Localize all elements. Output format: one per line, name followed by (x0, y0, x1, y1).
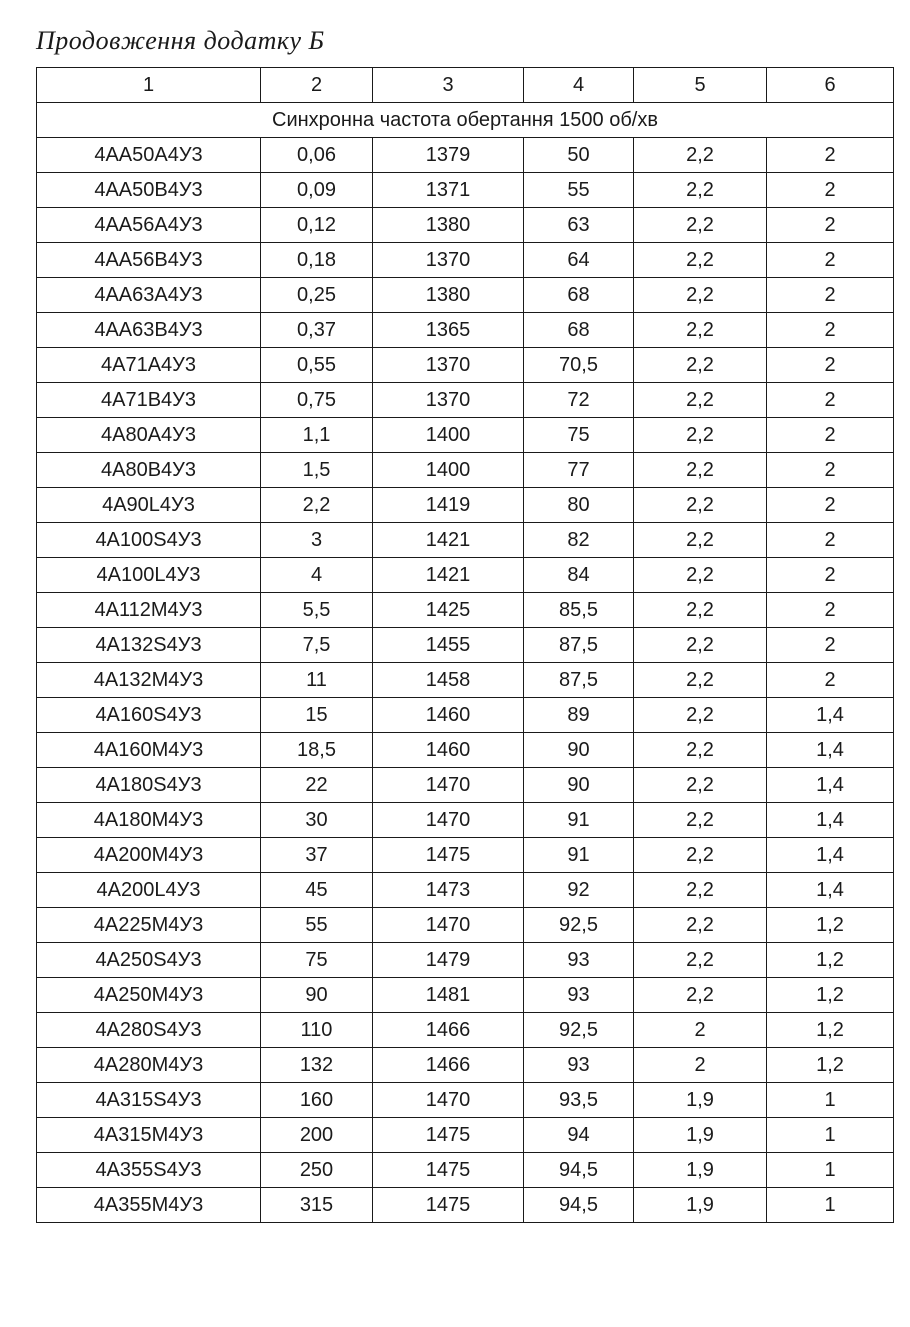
speed-cell: 1475 (373, 1188, 524, 1223)
col4-cell: 68 (524, 278, 634, 313)
col4-cell: 93 (524, 943, 634, 978)
table-row (37, 278, 894, 313)
power-cell: 0,55 (261, 348, 373, 383)
col6-cell: 2 (767, 628, 894, 663)
motor-type-cell: 4А100L4У3 (37, 558, 261, 593)
speed-cell: 1400 (373, 453, 524, 488)
motor-type-cell: 4А71А4У3 (37, 348, 261, 383)
col5-cell: 2,2 (634, 488, 767, 523)
col5-cell: 2 (634, 1048, 767, 1083)
col6-cell: 2 (767, 488, 894, 523)
table-row (37, 1188, 894, 1223)
col4-cell: 90 (524, 768, 634, 803)
section-row (37, 103, 894, 138)
col6-cell: 2 (767, 663, 894, 698)
motor-type-cell: 4А315М4У3 (37, 1118, 261, 1153)
motor-type-cell: 4А132S4У3 (37, 628, 261, 663)
power-cell: 0,18 (261, 243, 373, 278)
motor-type-cell: 4А71В4У3 (37, 383, 261, 418)
speed-cell: 1371 (373, 173, 524, 208)
power-cell: 90 (261, 978, 373, 1013)
col6-cell: 2 (767, 208, 894, 243)
speed-cell: 1460 (373, 698, 524, 733)
col5-cell: 2,2 (634, 628, 767, 663)
power-cell: 4 (261, 558, 373, 593)
power-cell: 45 (261, 873, 373, 908)
col6-cell: 1,4 (767, 803, 894, 838)
power-cell: 315 (261, 1188, 373, 1223)
speed-cell: 1380 (373, 278, 524, 313)
motor-type-cell: 4АА56А4У3 (37, 208, 261, 243)
speed-cell: 1421 (373, 523, 524, 558)
power-cell: 0,37 (261, 313, 373, 348)
table-row (37, 803, 894, 838)
table-row (37, 418, 894, 453)
table-row (37, 558, 894, 593)
page-caption: Продовження додатку Б (36, 26, 325, 55)
col5-cell: 2 (634, 1013, 767, 1048)
col4-cell: 94,5 (524, 1153, 634, 1188)
col5-cell: 2,2 (634, 278, 767, 313)
col4-cell: 87,5 (524, 663, 634, 698)
col5-cell: 2,2 (634, 243, 767, 278)
speed-cell: 1479 (373, 943, 524, 978)
table-row (37, 138, 894, 173)
motor-type-cell: 4А180М4У3 (37, 803, 261, 838)
table-row (37, 488, 894, 523)
power-cell: 75 (261, 943, 373, 978)
col5-cell: 1,9 (634, 1083, 767, 1118)
power-cell: 200 (261, 1118, 373, 1153)
col5-cell: 2,2 (634, 348, 767, 383)
speed-cell: 1421 (373, 558, 524, 593)
col4-cell: 55 (524, 173, 634, 208)
motor-type-cell: 4А200L4У3 (37, 873, 261, 908)
motor-type-cell: 4А355М4У3 (37, 1188, 261, 1223)
col5-cell: 2,2 (634, 418, 767, 453)
power-cell: 0,25 (261, 278, 373, 313)
col5-cell: 2,2 (634, 838, 767, 873)
table-row (37, 593, 894, 628)
motor-type-cell: 4А90L4У3 (37, 488, 261, 523)
table-row (37, 208, 894, 243)
power-cell: 110 (261, 1013, 373, 1048)
speed-cell: 1475 (373, 838, 524, 873)
col6-cell: 2 (767, 138, 894, 173)
table-row (37, 1013, 894, 1048)
col5-cell: 2,2 (634, 698, 767, 733)
col4-cell: 87,5 (524, 628, 634, 663)
speed-cell: 1470 (373, 768, 524, 803)
col4-cell: 77 (524, 453, 634, 488)
speed-cell: 1455 (373, 628, 524, 663)
power-cell: 15 (261, 698, 373, 733)
col4-cell: 70,5 (524, 348, 634, 383)
column-header-1: 1 (37, 68, 261, 103)
motor-type-cell: 4АА50А4У3 (37, 138, 261, 173)
col4-cell: 92,5 (524, 1013, 634, 1048)
power-cell: 0,06 (261, 138, 373, 173)
table-row (37, 523, 894, 558)
motor-type-cell: 4А280S4У3 (37, 1013, 261, 1048)
col6-cell: 1,2 (767, 908, 894, 943)
col6-cell: 1,2 (767, 1048, 894, 1083)
column-header-5: 5 (634, 68, 767, 103)
motor-type-cell: 4А112М4У3 (37, 593, 261, 628)
column-header-2: 2 (261, 68, 373, 103)
col5-cell: 2,2 (634, 908, 767, 943)
col6-cell: 1 (767, 1083, 894, 1118)
col4-cell: 84 (524, 558, 634, 593)
col6-cell: 2 (767, 558, 894, 593)
col6-cell: 1,4 (767, 873, 894, 908)
column-header-6: 6 (767, 68, 894, 103)
power-cell: 5,5 (261, 593, 373, 628)
power-cell: 37 (261, 838, 373, 873)
speed-cell: 1370 (373, 243, 524, 278)
col6-cell: 2 (767, 243, 894, 278)
power-cell: 1,1 (261, 418, 373, 453)
speed-cell: 1470 (373, 1083, 524, 1118)
col4-cell: 64 (524, 243, 634, 278)
motor-type-cell: 4АА50В4У3 (37, 173, 261, 208)
col5-cell: 2,2 (634, 803, 767, 838)
power-cell: 7,5 (261, 628, 373, 663)
speed-cell: 1458 (373, 663, 524, 698)
col4-cell: 92,5 (524, 908, 634, 943)
col5-cell: 1,9 (634, 1188, 767, 1223)
speed-cell: 1400 (373, 418, 524, 453)
motor-type-cell: 4А160S4У3 (37, 698, 261, 733)
col6-cell: 1,4 (767, 733, 894, 768)
power-cell: 55 (261, 908, 373, 943)
motor-type-cell: 4А280М4У3 (37, 1048, 261, 1083)
col5-cell: 2,2 (634, 978, 767, 1013)
col6-cell: 2 (767, 383, 894, 418)
speed-cell: 1470 (373, 803, 524, 838)
col5-cell: 1,9 (634, 1153, 767, 1188)
power-cell: 250 (261, 1153, 373, 1188)
speed-cell: 1365 (373, 313, 524, 348)
col6-cell: 1,4 (767, 768, 894, 803)
table-row (37, 173, 894, 208)
speed-cell: 1470 (373, 908, 524, 943)
table-row (37, 1083, 894, 1118)
speed-cell: 1460 (373, 733, 524, 768)
power-cell: 2,2 (261, 488, 373, 523)
col4-cell: 93 (524, 1048, 634, 1083)
col5-cell: 2,2 (634, 663, 767, 698)
col4-cell: 82 (524, 523, 634, 558)
speed-cell: 1425 (373, 593, 524, 628)
col5-cell: 2,2 (634, 313, 767, 348)
speed-cell: 1466 (373, 1013, 524, 1048)
motor-type-cell: 4А355S4У3 (37, 1153, 261, 1188)
col6-cell: 2 (767, 278, 894, 313)
table-row (37, 1118, 894, 1153)
col4-cell: 91 (524, 838, 634, 873)
col6-cell: 2 (767, 593, 894, 628)
col5-cell: 2,2 (634, 453, 767, 488)
column-header-3: 3 (373, 68, 524, 103)
col5-cell: 2,2 (634, 558, 767, 593)
col6-cell: 2 (767, 173, 894, 208)
col4-cell: 50 (524, 138, 634, 173)
col6-cell: 1 (767, 1153, 894, 1188)
table-row (37, 733, 894, 768)
speed-cell: 1475 (373, 1153, 524, 1188)
table-row (37, 943, 894, 978)
table-row (37, 908, 894, 943)
col5-cell: 2,2 (634, 208, 767, 243)
speed-cell: 1370 (373, 348, 524, 383)
motor-type-cell: 4А80В4У3 (37, 453, 261, 488)
power-cell: 22 (261, 768, 373, 803)
col6-cell: 1,2 (767, 1013, 894, 1048)
speed-cell: 1380 (373, 208, 524, 243)
col6-cell: 2 (767, 348, 894, 383)
col4-cell: 75 (524, 418, 634, 453)
col4-cell: 93 (524, 978, 634, 1013)
col6-cell: 1,4 (767, 698, 894, 733)
col5-cell: 2,2 (634, 733, 767, 768)
motor-type-cell: 4А80А4У3 (37, 418, 261, 453)
col4-cell: 68 (524, 313, 634, 348)
col4-cell: 80 (524, 488, 634, 523)
table-row (37, 768, 894, 803)
col4-cell: 63 (524, 208, 634, 243)
col5-cell: 2,2 (634, 873, 767, 908)
power-cell: 0,09 (261, 173, 373, 208)
col5-cell: 2,2 (634, 943, 767, 978)
col4-cell: 90 (524, 733, 634, 768)
table-row (37, 383, 894, 418)
motor-type-cell: 4А200М4У3 (37, 838, 261, 873)
col4-cell: 94 (524, 1118, 634, 1153)
col6-cell: 2 (767, 418, 894, 453)
column-header-4: 4 (524, 68, 634, 103)
col6-cell: 1 (767, 1118, 894, 1153)
table-row (37, 243, 894, 278)
motor-type-cell: 4АА63А4У3 (37, 278, 261, 313)
col4-cell: 92 (524, 873, 634, 908)
power-cell: 132 (261, 1048, 373, 1083)
col6-cell: 1,2 (767, 943, 894, 978)
speed-cell: 1379 (373, 138, 524, 173)
col4-cell: 93,5 (524, 1083, 634, 1118)
col6-cell: 1 (767, 1188, 894, 1223)
col6-cell: 2 (767, 313, 894, 348)
motor-type-cell: 4А250S4У3 (37, 943, 261, 978)
speed-cell: 1419 (373, 488, 524, 523)
power-cell: 11 (261, 663, 373, 698)
col6-cell: 2 (767, 453, 894, 488)
power-cell: 18,5 (261, 733, 373, 768)
speed-cell: 1475 (373, 1118, 524, 1153)
table-row (37, 453, 894, 488)
table-row (37, 698, 894, 733)
power-cell: 160 (261, 1083, 373, 1118)
power-cell: 1,5 (261, 453, 373, 488)
motor-type-cell: 4А180S4У3 (37, 768, 261, 803)
speed-cell: 1466 (373, 1048, 524, 1083)
col5-cell: 2,2 (634, 593, 767, 628)
table-row (37, 1153, 894, 1188)
col5-cell: 2,2 (634, 768, 767, 803)
col6-cell: 1,4 (767, 838, 894, 873)
col4-cell: 89 (524, 698, 634, 733)
table-row (37, 663, 894, 698)
table-row (37, 838, 894, 873)
motor-data-table (36, 67, 894, 1223)
table-row (37, 873, 894, 908)
table-row (37, 1048, 894, 1083)
motor-type-cell: 4АА63В4У3 (37, 313, 261, 348)
motor-type-cell: 4А225М4У3 (37, 908, 261, 943)
speed-cell: 1370 (373, 383, 524, 418)
col4-cell: 94,5 (524, 1188, 634, 1223)
table-row (37, 628, 894, 663)
speed-cell: 1473 (373, 873, 524, 908)
motor-type-cell: 4АА56В4У3 (37, 243, 261, 278)
power-cell: 30 (261, 803, 373, 838)
power-cell: 3 (261, 523, 373, 558)
col5-cell: 2,2 (634, 523, 767, 558)
col6-cell: 1,2 (767, 978, 894, 1013)
motor-type-cell: 4А100S4У3 (37, 523, 261, 558)
table-row (37, 978, 894, 1013)
motor-type-cell: 4А160М4У3 (37, 733, 261, 768)
power-cell: 0,75 (261, 383, 373, 418)
col4-cell: 91 (524, 803, 634, 838)
motor-type-cell: 4А250М4У3 (37, 978, 261, 1013)
header-row (37, 68, 894, 103)
col5-cell: 2,2 (634, 383, 767, 418)
motor-type-cell: 4А315S4У3 (37, 1083, 261, 1118)
power-cell: 0,12 (261, 208, 373, 243)
col5-cell: 1,9 (634, 1118, 767, 1153)
speed-cell: 1481 (373, 978, 524, 1013)
col5-cell: 2,2 (634, 138, 767, 173)
section-title: Синхронна частота обертання 1500 об/хв (37, 103, 894, 138)
table-row (37, 348, 894, 383)
col4-cell: 85,5 (524, 593, 634, 628)
col5-cell: 2,2 (634, 173, 767, 208)
motor-type-cell: 4А132М4У3 (37, 663, 261, 698)
col6-cell: 2 (767, 523, 894, 558)
col4-cell: 72 (524, 383, 634, 418)
table-body (37, 103, 894, 1223)
table-row (37, 313, 894, 348)
